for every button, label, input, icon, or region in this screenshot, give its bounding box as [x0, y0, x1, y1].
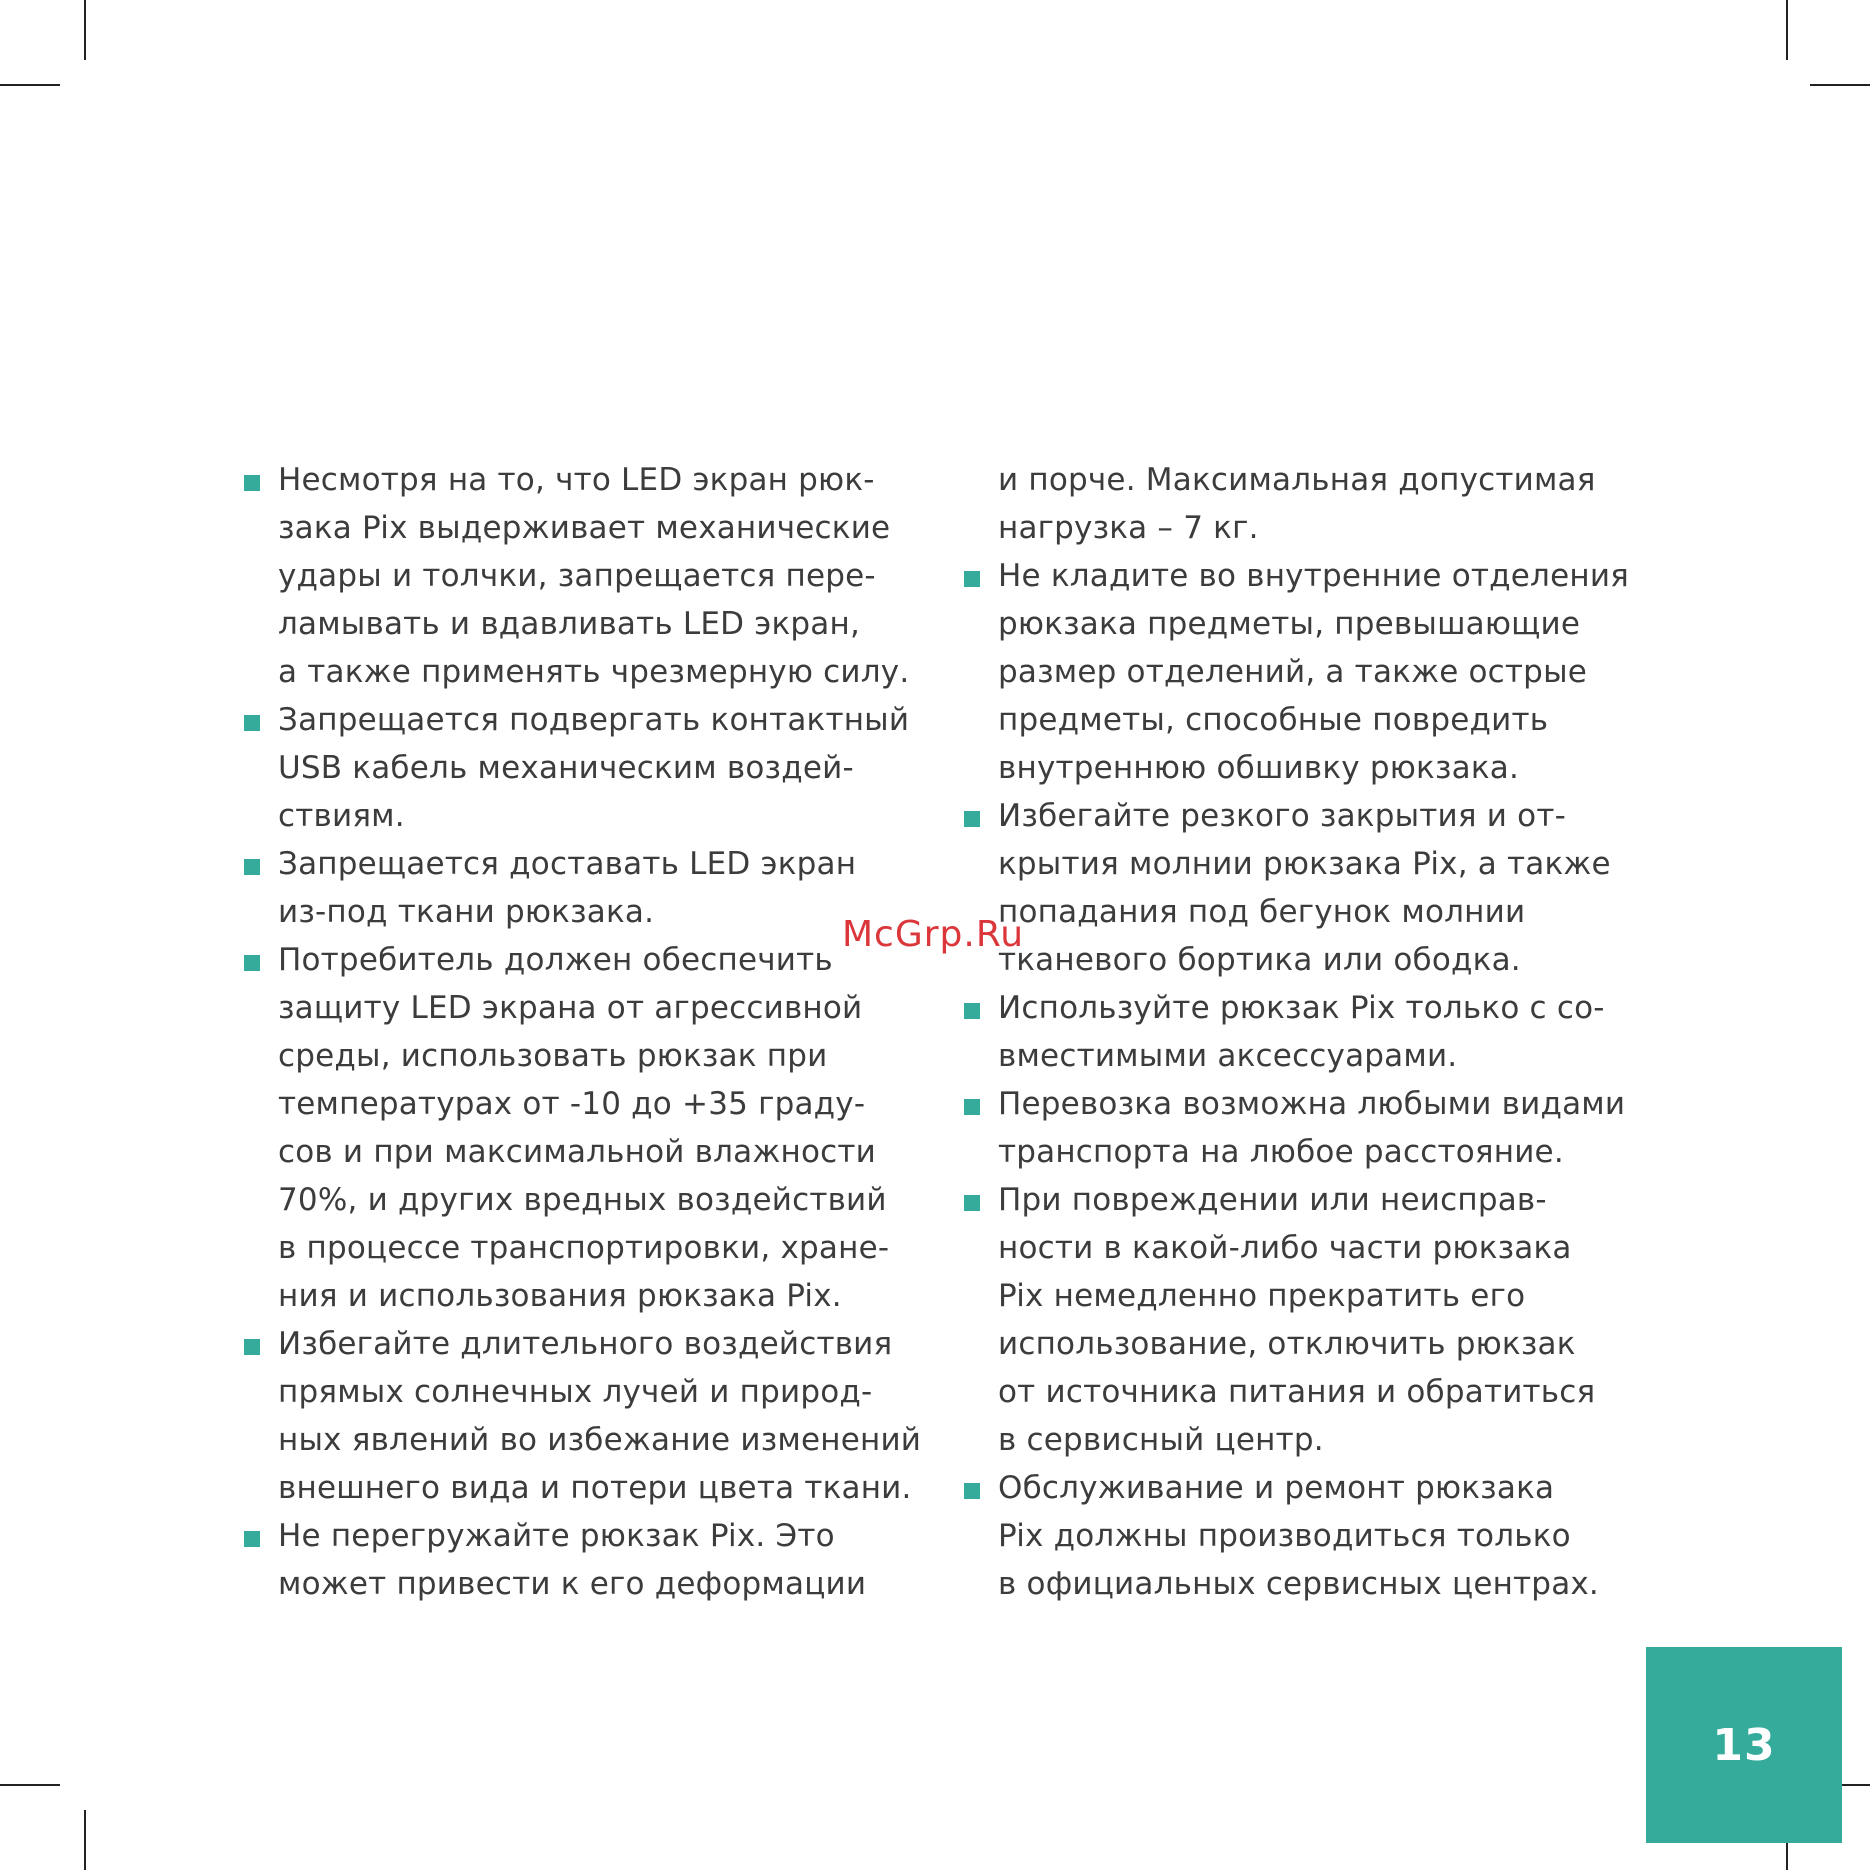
- list-item: [964, 1176, 1664, 1464]
- crop-mark: [84, 0, 86, 60]
- text-line: Pix должны производиться только: [998, 1518, 1571, 1554]
- square-bullet-icon: [244, 859, 260, 875]
- left-column: [244, 456, 944, 1608]
- list-item: [964, 552, 1664, 792]
- text-line: тканевого бортика или ободка.: [998, 942, 1521, 978]
- text-line: в процессе транспортировки, хране-: [278, 1230, 890, 1266]
- text-line: защиту LED экрана от агрессивной: [278, 990, 863, 1026]
- list-item: [244, 456, 944, 696]
- crop-mark: [0, 84, 60, 86]
- watermark: McGrp.Ru: [842, 914, 1025, 955]
- page-number: 13: [1712, 1719, 1776, 1771]
- list-item-continuation: [964, 456, 1664, 552]
- list-item: [244, 840, 944, 936]
- list-item: [244, 696, 944, 840]
- text-line: внутреннюю обшивку рюкзака.: [998, 750, 1520, 786]
- list-item: [964, 984, 1664, 1080]
- text-line: Не перегружайте рюкзак Pix. Это: [278, 1518, 835, 1554]
- crop-mark: [84, 1810, 86, 1870]
- text-line: ния и использования рюкзака Pix.: [278, 1278, 842, 1314]
- square-bullet-icon: [244, 1339, 260, 1355]
- text-line: температурах от -10 до +35 граду-: [278, 1086, 866, 1122]
- text-line: Запрещается подвергать контактный: [278, 702, 910, 738]
- square-bullet-icon: [964, 1099, 980, 1115]
- square-bullet-icon: [964, 811, 980, 827]
- text-line: а также применять чрезмерную силу.: [278, 654, 910, 690]
- square-bullet-icon: [964, 1195, 980, 1211]
- text-line: USB кабель механическим воздей-: [278, 750, 854, 786]
- list-item: [964, 792, 1664, 984]
- text-line: попадания под бегунок молнии: [998, 894, 1526, 930]
- text-line: Несмотря на то, что LED экран рюк-: [278, 462, 875, 498]
- list-item: [244, 1320, 944, 1512]
- text-line: Перевозка возможна любыми видами: [998, 1086, 1626, 1122]
- list-item: [964, 1464, 1664, 1608]
- text-line: зака Pix выдерживает механические: [278, 510, 891, 546]
- text-line: внешнего вида и потери цвета ткани.: [278, 1470, 912, 1506]
- text-line: вместимыми аксессуарами.: [998, 1038, 1458, 1074]
- square-bullet-icon: [244, 475, 260, 491]
- text-line: крытия молнии рюкзака Pix, а также: [998, 846, 1611, 882]
- text-line: ствиям.: [278, 798, 405, 834]
- text-line: размер отделений, а также острые: [998, 654, 1588, 690]
- text-line: Используйте рюкзак Pix только с со-: [998, 990, 1605, 1026]
- crop-mark: [1786, 0, 1788, 60]
- text-line: в сервисный центр.: [998, 1422, 1324, 1458]
- text-line: предметы, способные повредить: [998, 702, 1549, 738]
- list-item: [964, 1080, 1664, 1176]
- list-item: [244, 936, 944, 1320]
- text-line: нагрузка – 7 кг.: [998, 510, 1259, 546]
- text-line: сов и при максимальной влажности: [278, 1134, 876, 1170]
- text-line: Pix немедленно прекратить его: [998, 1278, 1526, 1314]
- text-line: Избегайте резкого закрытия и от-: [998, 798, 1566, 834]
- square-bullet-icon: [244, 1531, 260, 1547]
- text-line: Потребитель должен обеспечить: [278, 942, 833, 978]
- text-line: из-под ткани рюкзака.: [278, 894, 655, 930]
- text-line: в официальных сервисных центрах.: [998, 1566, 1599, 1602]
- text-line: транспорта на любое расстояние.: [998, 1134, 1564, 1170]
- text-line: использование, отключить рюкзак: [998, 1326, 1576, 1362]
- text-line: Избегайте длительного воздействия: [278, 1326, 893, 1362]
- page-number-box: [1646, 1647, 1842, 1843]
- text-line: Обслуживание и ремонт рюкзака: [998, 1470, 1555, 1506]
- text-line: При повреждении или неисправ-: [998, 1182, 1547, 1218]
- square-bullet-icon: [964, 1003, 980, 1019]
- text-line: 70%, и других вредных воздействий: [278, 1182, 887, 1218]
- square-bullet-icon: [964, 1483, 980, 1499]
- square-bullet-icon: [964, 571, 980, 587]
- text-line: может привести к его деформации: [278, 1566, 867, 1602]
- text-line: ламывать и вдавливать LED экран,: [278, 606, 861, 642]
- text-line: среды, использовать рюкзак при: [278, 1038, 828, 1074]
- right-column: [964, 456, 1664, 1608]
- crop-mark: [0, 1784, 60, 1786]
- text-line: удары и толчки, запрещается пере-: [278, 558, 876, 594]
- text-line: рюкзака предметы, превышающие: [998, 606, 1581, 642]
- crop-mark: [1810, 84, 1870, 86]
- text-line: ности в какой-либо части рюкзака: [998, 1230, 1572, 1266]
- text-line: от источника питания и обратиться: [998, 1374, 1596, 1410]
- list-item: [244, 1512, 944, 1608]
- text-line: Не кладите во внутренние отделения: [998, 558, 1630, 594]
- text-line: и порче. Максимальная допустимая: [998, 462, 1596, 498]
- square-bullet-icon: [244, 955, 260, 971]
- square-bullet-icon: [244, 715, 260, 731]
- text-line: Запрещается доставать LED экран: [278, 846, 857, 882]
- text-line: прямых солнечных лучей и природ-: [278, 1374, 873, 1410]
- text-line: ных явлений во избежание изменений: [278, 1422, 922, 1458]
